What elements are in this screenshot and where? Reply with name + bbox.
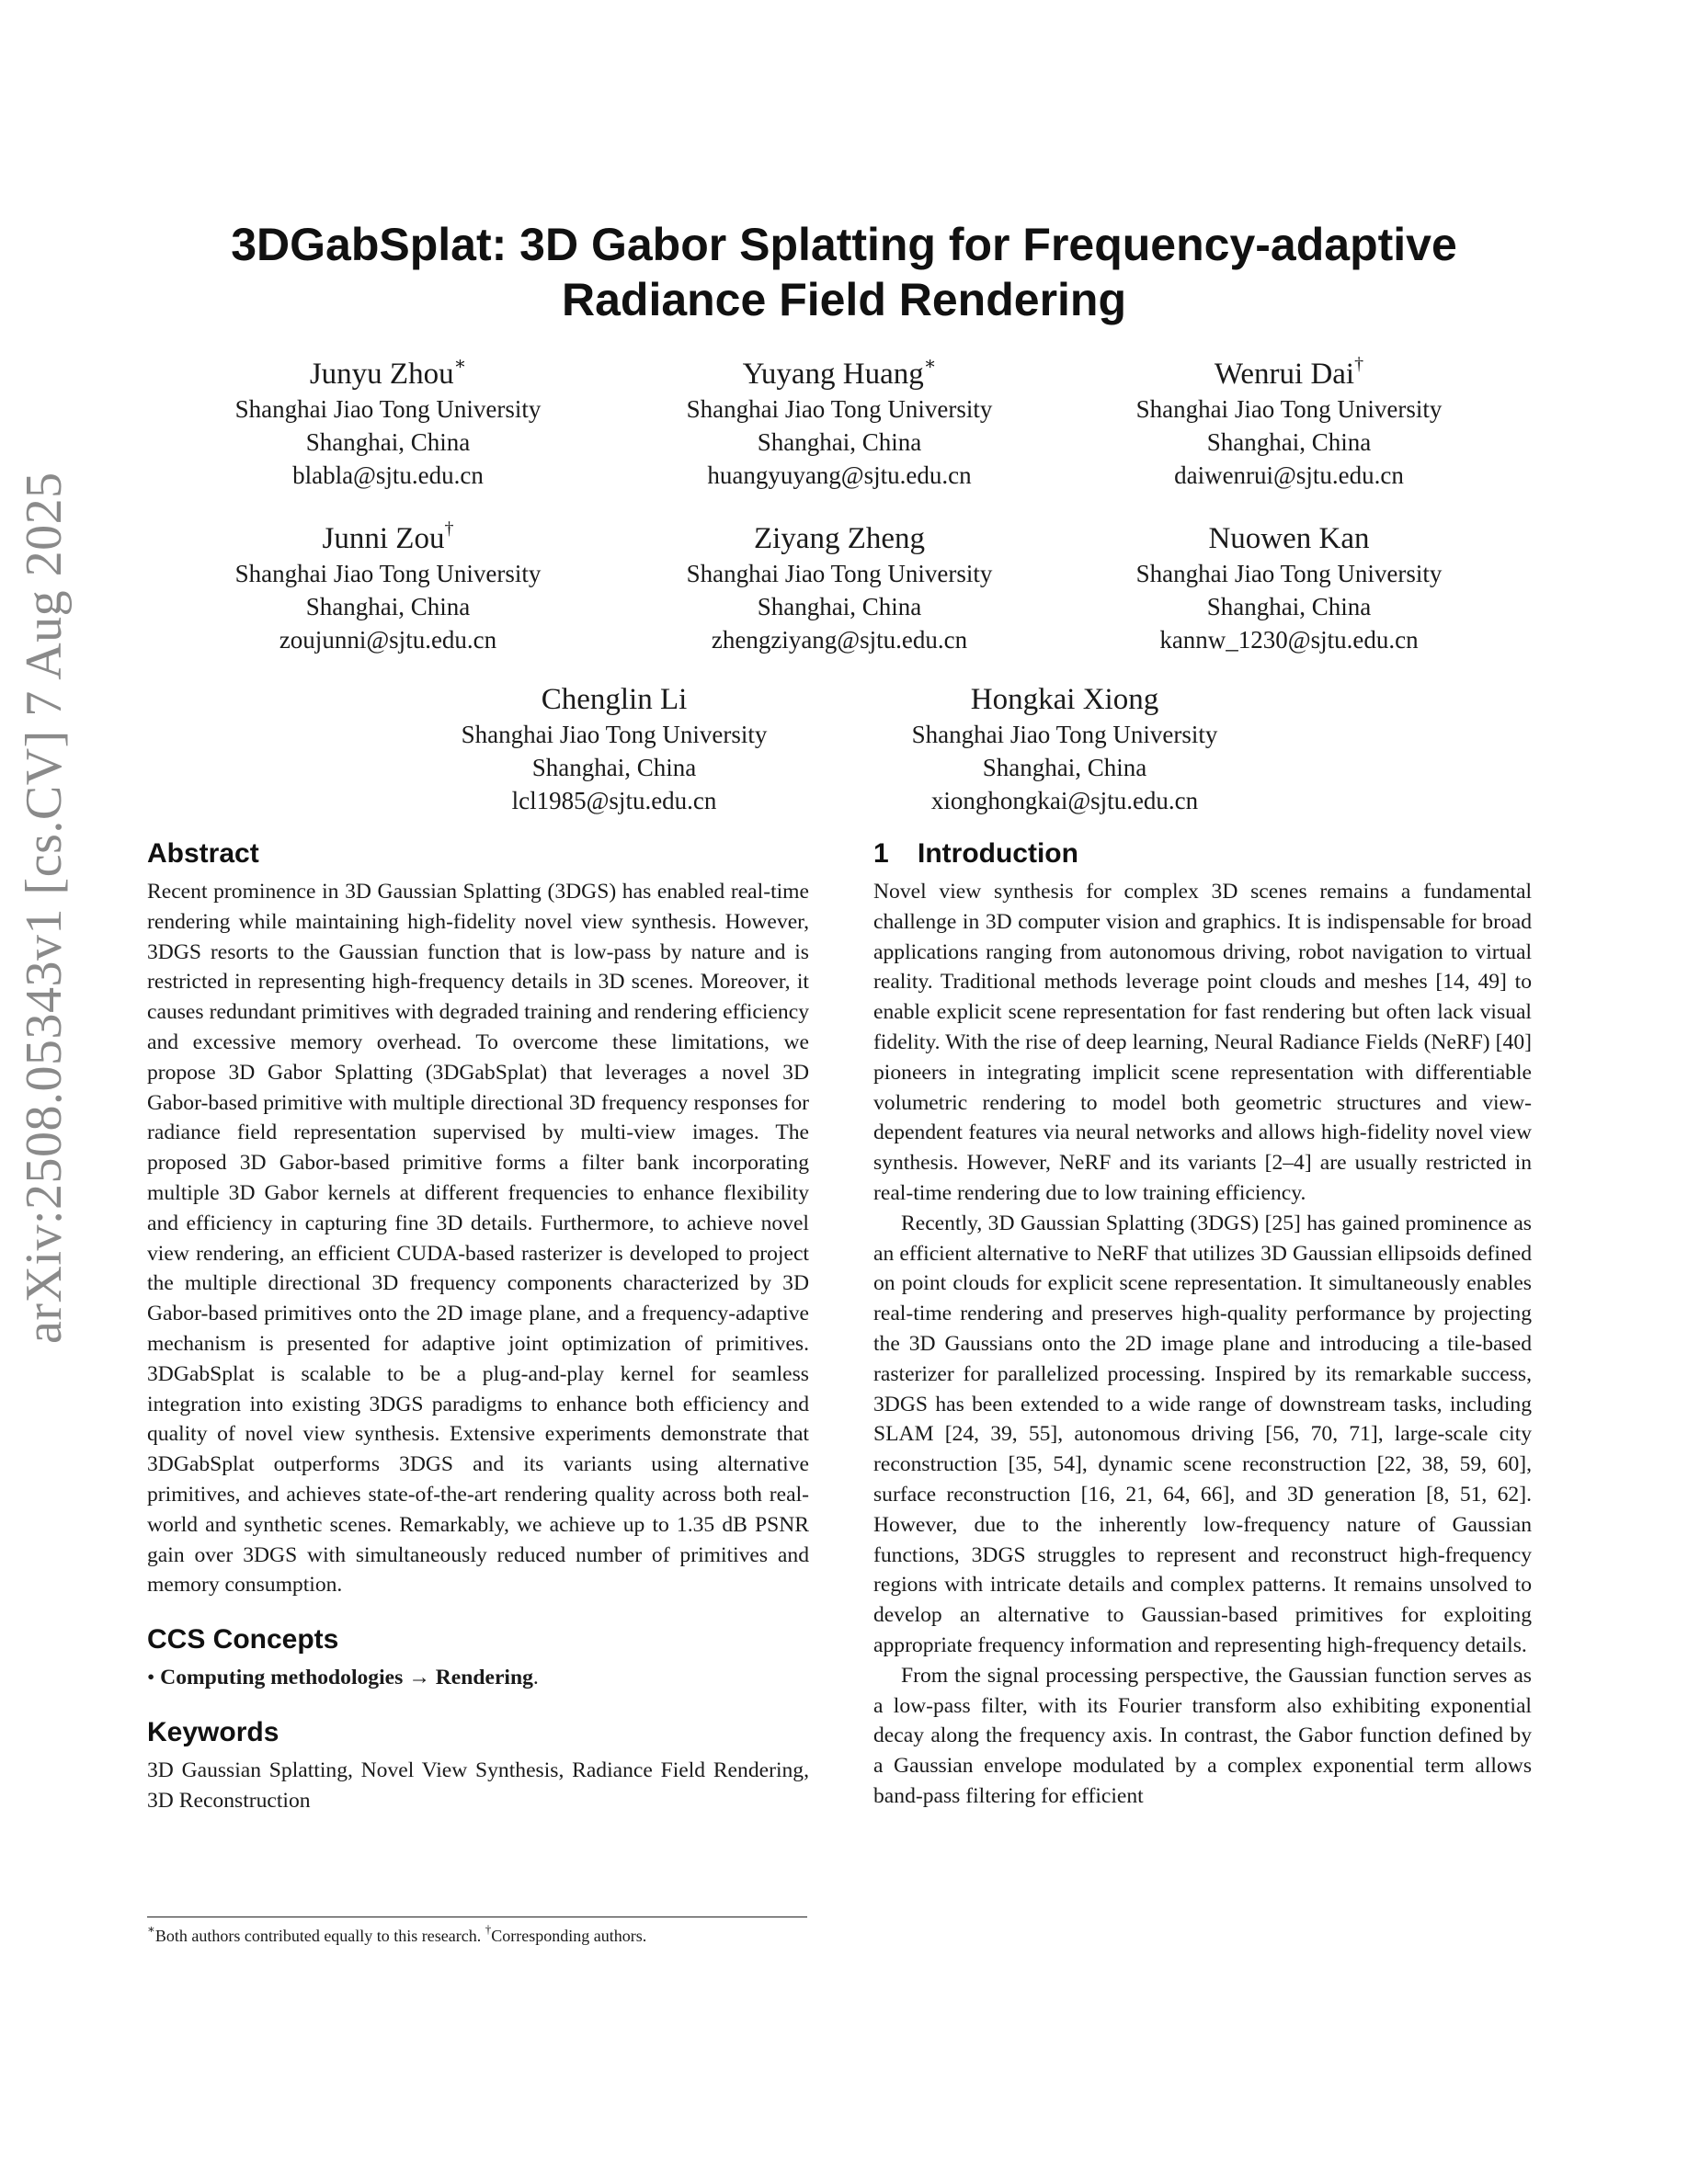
author-footnote-mark: † <box>444 518 454 539</box>
author-name: Yuyang Huang∗ <box>742 354 937 391</box>
author-location: Shanghai, China <box>1206 593 1372 620</box>
author-block <box>582 520 1097 656</box>
author-email: huangyuyang@sjtu.edu.cn <box>707 461 972 489</box>
author-name: Nuowen Kan <box>1208 522 1370 555</box>
right-column <box>873 836 1532 1812</box>
ccs-heading: CCS Concepts <box>147 1624 339 1655</box>
author-affiliation: Shanghai Jiao Tong University <box>686 395 993 423</box>
author-location: Shanghai, China <box>1206 428 1372 456</box>
author-name: Junyu Zhou∗ <box>309 354 467 391</box>
intro-paragraph: From the signal processing perspective, the Gaussian function serves as a low-pass filter, with its Fourier transform also exhibiting exponential decay along the frequency axis. In contrast, the Gabor function defined by a Gaussian envelope modulated by a complex exponential term allows band-pass filtering for efficient <box>873 1663 1532 1808</box>
author-location: Shanghai, China <box>305 593 471 620</box>
intro-paragraph: Recently, 3D Gaussian Splatting (3DGS) [25] has gained prominence as an efficient alternative to NeRF that utilizes 3D Gaussian ellipsoids defined on point clouds for explicit scene representation. It simultaneously enables real-time rendering and preserves high-quality performance by projecting the 3D Gaussians onto the 2D image plane and introducing a tile-based rasterizer for parallelized processing. Inspired by its remarkable success, 3DGS has been extended to a wide range of downstream tasks, including SLAM [24, 39, 55], autonomous driving [56, 70, 71], large-scale city reconstruction [35, 54], dynamic scene reconstruction [22, 38, 59, 60], surface reconstruction [16, 21, 64, 66], and 3D generation [8, 51, 62]. However, due to the inherently low-frequency nature of Gaussian functions, 3DGS struggles to represent and reconstruct high-frequency regions with intricate details and complex patterns. It remains unsolved to develop an alternative to Gaussian-based primitives for exploiting appropriate frequency information and representing high-frequency details. <box>873 1211 1532 1657</box>
author-email: blabla@sjtu.edu.cn <box>292 461 484 489</box>
author-affiliation: Shanghai Jiao Tong University <box>1135 395 1443 423</box>
author-email: daiwenrui@sjtu.edu.cn <box>1174 461 1404 489</box>
author-block <box>357 681 872 817</box>
author-location: Shanghai, China <box>757 593 922 620</box>
author-footnote-mark: ∗ <box>453 354 467 374</box>
author-location: Shanghai, China <box>305 428 471 456</box>
author-email: zhengziyang@sjtu.edu.cn <box>711 626 968 654</box>
author-block <box>1032 520 1546 656</box>
arxiv-identifier-stamp: arXiv:2508.05343v1 [cs.CV] 7 Aug 2025 <box>16 472 73 1344</box>
author-name: Hongkai Xiong <box>970 683 1159 716</box>
author-block <box>582 356 1097 492</box>
author-block <box>131 520 645 656</box>
ccs-term: Computing methodologies <box>160 1666 404 1690</box>
keywords-heading: Keywords <box>147 1716 279 1747</box>
author-affiliation: Shanghai Jiao Tong University <box>234 395 542 423</box>
author-email: zoujunni@sjtu.edu.cn <box>279 626 497 654</box>
title-line-1: 3DGabSplat: 3D Gabor Splatting for Frequency-adaptive <box>231 219 1457 270</box>
author-block <box>131 356 645 492</box>
author-affiliation: Shanghai Jiao Tong University <box>234 560 542 587</box>
author-location: Shanghai, China <box>757 428 922 456</box>
ccs-term: Rendering <box>435 1666 533 1690</box>
author-name: Chenglin Li <box>541 683 688 716</box>
author-affiliation: Shanghai Jiao Tong University <box>911 721 1218 748</box>
author-name: Ziyang Zheng <box>753 522 926 555</box>
author-footnote-mark: † <box>1354 354 1364 374</box>
abstract-heading: Abstract <box>147 838 259 869</box>
author-name: Junni Zou† <box>322 518 454 555</box>
author-affiliation: Shanghai Jiao Tong University <box>461 721 768 748</box>
author-block <box>807 681 1322 817</box>
author-name: Wenrui Dai† <box>1214 354 1364 391</box>
footnote: ∗Both authors contributed equally to this research. †Corresponding authors. <box>147 1922 647 1945</box>
title-line-2: Radiance Field Rendering <box>561 274 1126 325</box>
author-affiliation: Shanghai Jiao Tong University <box>1135 560 1443 587</box>
author-affiliation: Shanghai Jiao Tong University <box>686 560 993 587</box>
section-number: 1 <box>873 838 889 869</box>
ccs-concepts: • Computing methodologies → Rendering. <box>147 1666 539 1690</box>
author-footnote-mark: ∗ <box>923 354 937 374</box>
author-location: Shanghai, China <box>982 754 1147 781</box>
arrow-icon: → <box>408 1666 430 1690</box>
author-email: lcl1985@sjtu.edu.cn <box>511 787 717 814</box>
introduction-heading: 1 Introduction <box>873 836 1532 871</box>
author-email: kannw_1230@sjtu.edu.cn <box>1159 626 1419 654</box>
intro-paragraph: Novel view synthesis for complex 3D scenes remains a fundamental challenge in 3D computer vision and graphics. It is indispensable for broad applications ranging from autonomous driving, robot navigation to virtual reality. Traditional methods leverage point clouds and meshes [14, 49] to enable explicit scene representation for fast rendering but often lack visual fidelity. With the rise of deep learning, Neural Radiance Fields (NeRF) [40] pioneers in integrating implicit scene representation with differentiable volumetric rendering to model both geometric structures and view-dependent features via neural networks and allows high-fidelity novel view synthesis. However, NeRF and its variants [2–4] are usually restricted in real-time rendering due to low training efficiency. <box>873 880 1532 1205</box>
left-column <box>147 836 809 1816</box>
author-block <box>1032 356 1546 492</box>
abstract-text: Recent prominence in 3D Gaussian Splatting (3DGS) has enabled real-time rendering while maintaining high-fidelity novel view synthesis. However, 3DGS resorts to the Gaussian function that is low-pass by nature and is restricted in representing high-frequency details in 3D scenes. Moreover, it causes redundant primitives with degraded training and rendering efficiency and excessive memory overhead. To overcome these limitations, we propose 3D Gabor Splatting (3DGabSplat) that leverages a novel 3D Gabor-based primitive with multiple directional 3D frequency responses for radiance field representation supervised by multi-view images. The proposed 3D Gabor-based primitive forms a filter bank incorporating multiple 3D Gabor kernels at different frequencies to enhance flexibility and efficiency in capturing fine 3D details. Furthermore, to achieve novel view rendering, an efficient CUDA-based rasterizer is developed to project the multiple directional 3D frequency components characterized by 3D Gabor-based primitives onto the 2D image plane, and a frequency-adaptive mechanism is presented for adaptive joint optimization of primitives. 3DGabSplat is scalable to be a plug-and-play kernel for seamless integration into existing 3DGS paradigms to enhance both efficiency and quality of novel view synthesis. Extensive experiments demonstrate that 3DGabSplat outperforms 3DGS and its variants using alternative primitives, and achieves state-of-the-art rendering quality across both real-world and synthetic scenes. Remarkably, we achieve up to 1.35 dB PSNR gain over 3DGS with simultaneously reduced number of primitives and memory consumption. <box>147 880 809 1598</box>
keywords-text: 3D Gaussian Splatting, Novel View Synthesis, Radiance Field Rendering, 3D Reconstruction <box>147 1757 809 1813</box>
paper-title <box>0 217 1688 327</box>
author-email: xionghongkai@sjtu.edu.cn <box>930 787 1199 814</box>
author-location: Shanghai, China <box>531 754 697 781</box>
